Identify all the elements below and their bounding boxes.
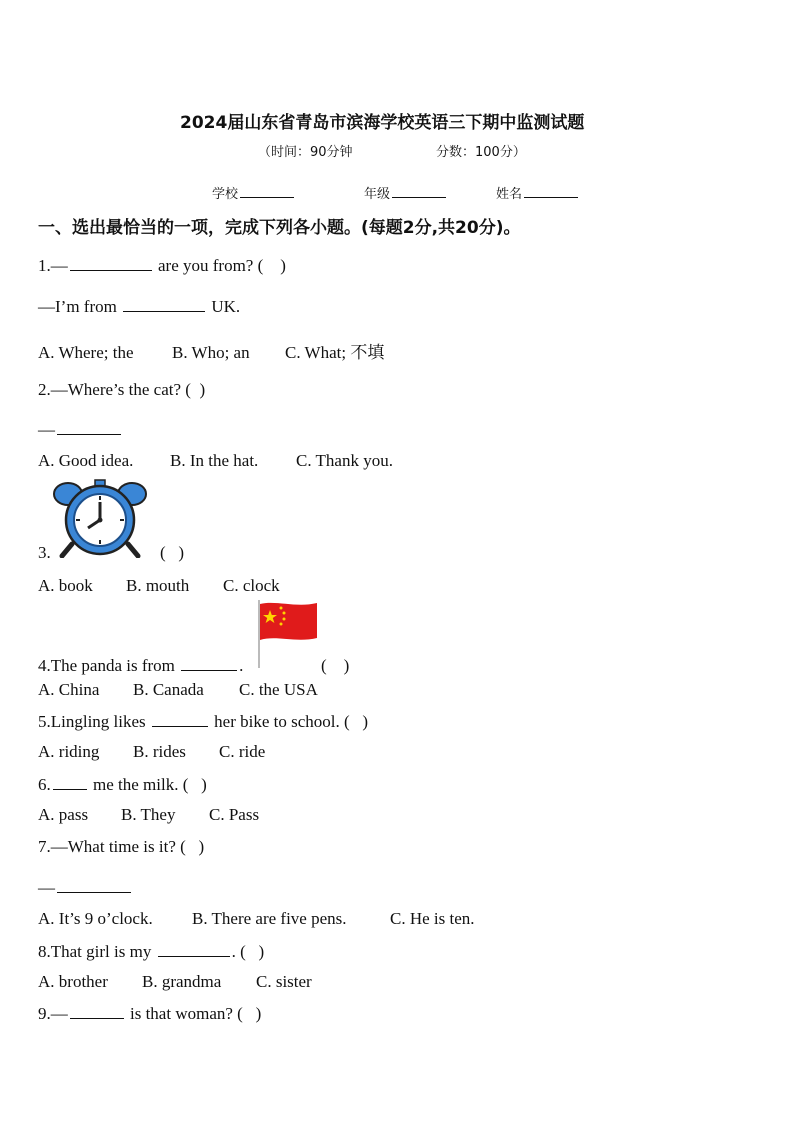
name-blank[interactable] xyxy=(524,196,578,198)
q8-option-b[interactable]: B. grandma xyxy=(142,972,222,991)
q4-option-a[interactable]: A. China xyxy=(38,680,100,699)
q5-blank[interactable] xyxy=(152,725,208,727)
q9-blank[interactable] xyxy=(70,1017,124,1019)
q1-blank-2[interactable] xyxy=(123,310,205,312)
exam-title: 2024届山东省青岛市滨海学校英语三下期中监测试题 xyxy=(180,113,585,133)
q7-blank[interactable] xyxy=(57,891,131,893)
question-1-answer-line: —I’m from UK. xyxy=(38,297,241,316)
q8-option-a[interactable]: A. brother xyxy=(38,972,108,991)
q1-option-c[interactable]: C. What; 不填 xyxy=(285,343,385,362)
question-9: 9.— is that woman? ( ) xyxy=(38,1004,262,1023)
grade-blank[interactable] xyxy=(392,196,446,198)
q5-option-b[interactable]: B. rides xyxy=(133,742,186,761)
q7-option-b[interactable]: B. There are five pens. xyxy=(192,909,347,928)
question-1: 1.— are you from? ( ) xyxy=(38,256,286,275)
q6-option-c[interactable]: C. Pass xyxy=(209,805,260,824)
q3-option-a[interactable]: A. book xyxy=(38,576,93,595)
q3-option-b[interactable]: B. mouth xyxy=(126,576,190,595)
q2-blank[interactable] xyxy=(57,433,121,435)
section-1-heading: 一、选出最恰当的一项，完成下列各小题。(每题2分,共20分)。 xyxy=(38,218,521,238)
q2-option-a[interactable]: A. Good idea. xyxy=(38,451,134,470)
question-8-options xyxy=(38,972,312,992)
question-7-answer-line: — xyxy=(38,878,133,898)
china-flag-icon xyxy=(256,598,320,670)
q4-option-c[interactable]: C. the USA xyxy=(239,680,318,699)
alarm-clock-icon xyxy=(48,478,152,558)
q5-option-a[interactable]: A. riding xyxy=(38,742,100,761)
question-4: 4.The panda is from . xyxy=(38,656,244,675)
q1-option-b[interactable]: B. Who; an xyxy=(172,343,250,362)
q1-blank-1[interactable] xyxy=(70,269,152,271)
school-field[interactable] xyxy=(212,183,296,202)
question-2-options xyxy=(38,451,393,471)
q2-option-b[interactable]: B. In the hat. xyxy=(170,451,259,470)
q6-option-b[interactable]: B. They xyxy=(121,805,176,824)
q6-option-a[interactable]: A. pass xyxy=(38,805,89,824)
q4-option-b[interactable]: B. Canada xyxy=(133,680,204,699)
question-4-options xyxy=(38,680,318,700)
question-7-options xyxy=(38,909,475,929)
question-6: 6. me the milk. ( ) xyxy=(38,775,207,794)
question-3: 3. xyxy=(38,543,51,562)
q3-option-c[interactable]: C. clock xyxy=(223,576,280,595)
question-3-options xyxy=(38,576,280,596)
question-4-bracket: ( ) xyxy=(321,656,350,675)
q8-blank[interactable] xyxy=(158,955,230,957)
exam-time: （时间：90分钟 xyxy=(258,145,353,160)
grade-label: 年级 xyxy=(364,187,391,202)
question-3-bracket: ( ) xyxy=(160,543,185,562)
grade-field[interactable] xyxy=(364,183,448,202)
q5-option-c[interactable]: C. ride xyxy=(219,742,266,761)
q6-blank[interactable] xyxy=(53,788,87,790)
q7-option-a[interactable]: A. It’s 9 o’clock. xyxy=(38,909,153,928)
question-2-answer-line: — xyxy=(38,420,123,440)
question-1-options xyxy=(38,338,384,363)
q8-option-c[interactable]: C. sister xyxy=(256,972,312,991)
q1-option-a[interactable]: A. Where; the xyxy=(38,343,134,362)
question-6-options xyxy=(38,805,259,825)
school-blank[interactable] xyxy=(240,196,294,198)
name-label: 姓名 xyxy=(496,187,523,202)
question-7: 7.—What time is it? ( ) xyxy=(38,837,205,856)
question-8: 8.That girl is my . ( ) xyxy=(38,942,265,961)
q2-option-c[interactable]: C. Thank you. xyxy=(296,451,393,470)
name-field[interactable] xyxy=(496,183,580,202)
question-5: 5.Lingling likes her bike to school. ( ) xyxy=(38,712,369,731)
q7-option-c[interactable]: C. He is ten. xyxy=(390,909,475,928)
question-5-options xyxy=(38,742,265,762)
q4-blank[interactable] xyxy=(181,669,237,671)
school-label: 学校 xyxy=(212,187,239,202)
question-2: 2.—Where’s the cat? ( ) xyxy=(38,380,206,399)
exam-score: 分数：100分） xyxy=(436,145,526,160)
